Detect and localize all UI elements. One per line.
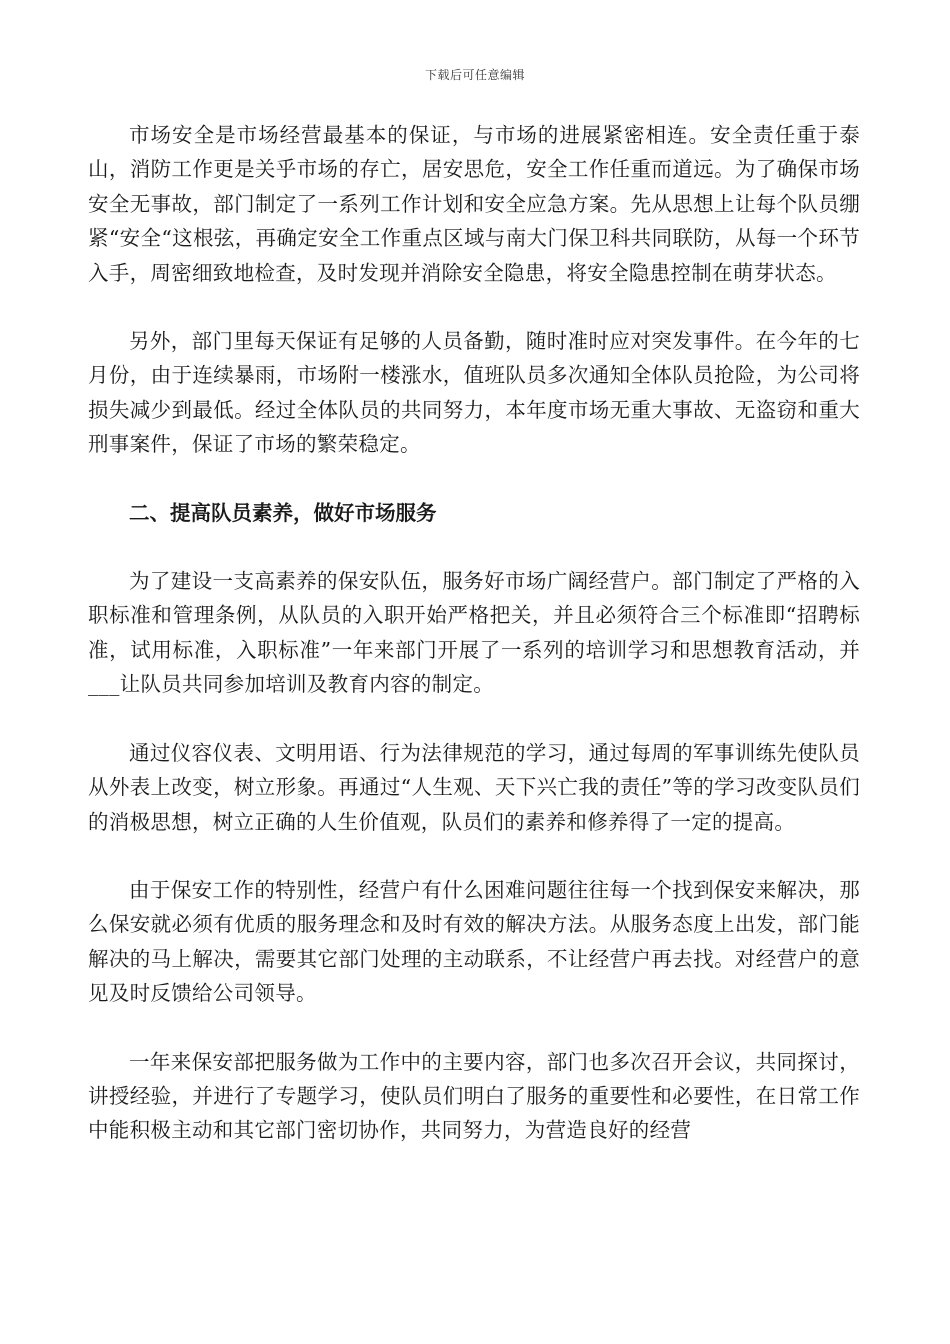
- paragraph-etiquette: 通过仪容仪表、文明用语、行为法律规范的学习，通过每周的军事训练先使队员从外表上改变，树立形象。再通过“人生观、天下兴亡我的责任”等的学习改变队员们的消极思想，树立正确的人生价值观，队员们的素养和修养得了一定的提高。: [88, 740, 860, 834]
- paragraph-staff-on-duty: 另外，部门里每天保证有足够的人员备勤，随时准时应对突发事件。在今年的七月份，由于连续暴雨，市场附一楼涨水，值班队员多次通知全体队员抢险，为公司将损失减少到最低。经过全体队员的共同努力，本年度市场无重大事故、无盗窃和重大刑事案件，保证了市场的繁荣稳定。: [88, 329, 860, 457]
- page-header: 下载后可任意编辑: [424, 68, 525, 82]
- paragraph-market-safety: 市场安全是市场经营最基本的保证，与市场的进展紧密相连。安全责任重于泰山，消防工作更是关乎市场的存亡，居安思危，安全工作任重而道远。为了确保市场安全无事故，部门制定了一系列工作计划和安全应急方案。先从思想上让每个队员绷紧“安全“这根弦，再确定安全工作重点区域与南大门保卫科共同联防，从每一个环节入手，周密细致地检查，及时发现并消除安全隐患，将安全隐患控制在萌芽状态。: [88, 123, 860, 285]
- section-heading: 二、提高队员素养，做好市场服务: [129, 500, 437, 525]
- document-body: [88, 118, 860, 1148]
- paragraph-service-focus: 一年来保安部把服务做为工作中的主要内容，部门也多次召开会议，共同探讨，讲授经验，并进行了专题学习，使队员们明白了服务的重要性和必要性，在日常工作中能积极主动和其它部门密切协作，共同努力，为营造良好的经营: [88, 1049, 860, 1143]
- paragraph-service-attitude: 由于保安工作的特别性，经营户有什么困难问题往往每一个找到保安来解决，那么保安就必须有优质的服务理念和及时有效的解决方法。从服务态度上出发，部门能解决的马上解决，需要其它部门处理的主动联系，不让经营户再去找。对经营户的意见及时反馈给公司领导。: [88, 877, 860, 1006]
- paragraph-training: 为了建设一支高素养的保安队伍，服务好市场广阔经营户。部门制定了严格的入职标准和管理条例，从队员的入职开始严格把关，并且必须符合三个标准即“招聘标准，试用标准，入职标准”一年来部门开展了一系列的培训学习和思想教育活动，并___让队员共同参加培训及教育内容的制定。: [88, 569, 860, 697]
